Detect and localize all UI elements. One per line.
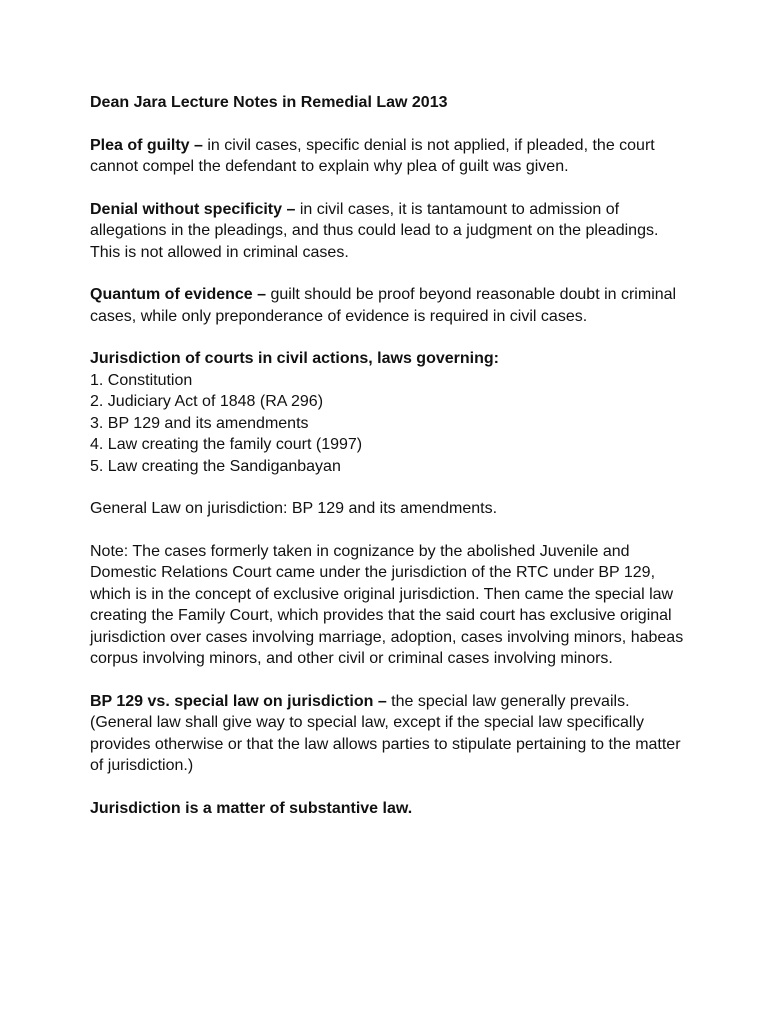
closing-statement: Jurisdiction is a matter of substantive law. — [90, 799, 413, 817]
list-item: 2. Judiciary Act of 1848 (RA 296) — [90, 393, 324, 410]
quantum-of-evidence-paragraph — [90, 284, 690, 327]
note-paragraph: Note: The cases formerly taken in cognizance by the abolished Juvenile and Domestic Relations Court came under the jurisdiction of the RTC under BP 129, which is in the concept of exclusive original jurisdiction. Then came the special law creating the Family Court, which provides that the said court has exclusive original jurisdiction over cases involving marriage, adoption, cases involving minors, habeas corpus involving minors, and other civil or criminal cases involving minors. — [90, 542, 684, 667]
bp129-vs-special-law-term: BP 129 vs. special law on jurisdiction – — [90, 692, 387, 710]
denial-without-specificity-text: in civil cases, it is tantamount to admission of allegations in the pleadings, and thus could lead to a judgment on the pleadings. This is not allowed in criminal cases. — [90, 200, 659, 261]
jurisdiction-list-heading: Jurisdiction of courts in civil actions, laws governing: — [90, 350, 499, 367]
bp129-vs-special-law-paragraph — [90, 691, 690, 777]
plea-of-guilty-text: in civil cases, specific denial is not applied, if pleaded, the court cannot compel the defendant to explain why plea of guilt was given. — [90, 136, 655, 175]
list-item: 4. Law creating the family court (1997) — [90, 436, 363, 453]
denial-without-specificity-paragraph — [90, 199, 690, 264]
quantum-of-evidence-text: guilt should be proof beyond reasonable doubt in criminal cases, while only preponderance of evidence is required in civil cases. — [90, 286, 677, 325]
general-law-paragraph: General Law on jurisdiction: BP 129 and its amendments. — [90, 500, 498, 517]
jurisdiction-laws-list — [90, 370, 690, 478]
quantum-of-evidence-term: Quantum of evidence – — [90, 286, 267, 303]
list-item: 1. Constitution — [90, 371, 193, 389]
document-title: Dean Jara Lecture Notes in Remedial Law 2013 — [90, 94, 448, 111]
plea-of-guilty-paragraph — [90, 135, 690, 178]
plea-of-guilty-term: Plea of guilty – — [90, 136, 203, 154]
bp129-vs-special-law-text: the special law generally prevails. (General law shall give way to special law, except if the special law specifically provides otherwise or that the law allows parties to stipulate pertaining to the matter of jurisdiction.) — [90, 692, 681, 774]
denial-without-specificity-term: Denial without specificity – — [90, 200, 296, 218]
document-page — [90, 92, 690, 840]
list-item: 3. BP 129 and its amendments — [90, 414, 309, 432]
list-item: 5. Law creating the Sandiganbayan — [90, 457, 341, 475]
